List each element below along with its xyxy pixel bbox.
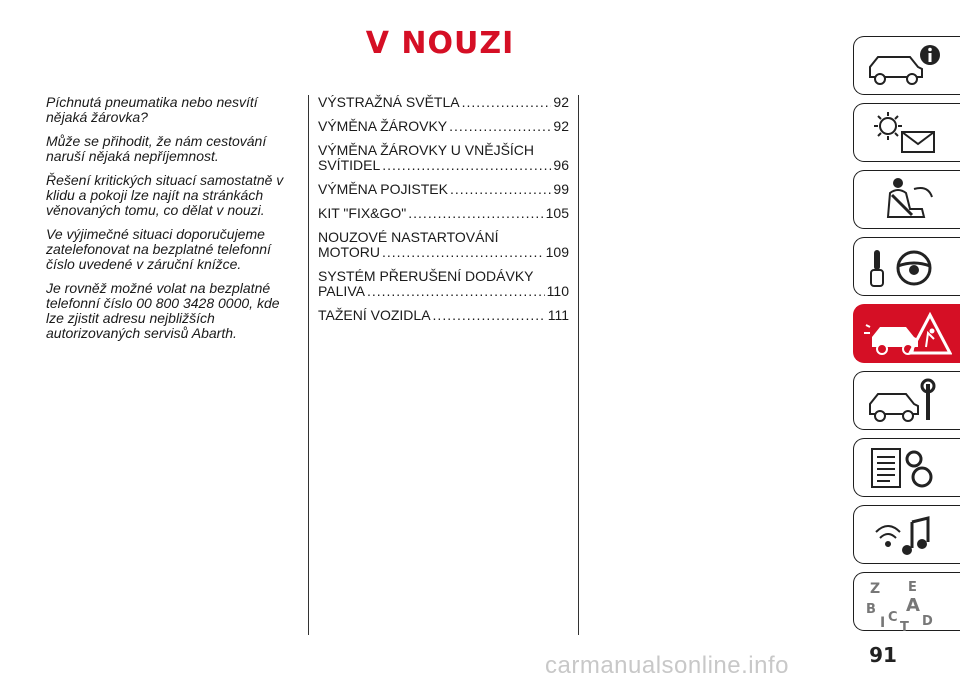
toc-entry-title: PALIVA [318,283,365,299]
toc-leader-dots [462,95,552,110]
car-breakdown-warning-icon [862,309,952,359]
tab-warning-lights[interactable] [853,103,960,162]
intro-paragraph: Řešení kritických situací samostatně v klidu a pokoji lze najít na stránkách věnovaných tomu, co dělat v nouzi. [46,172,284,218]
watermark: carmanualsonline.info [545,652,789,679]
tab-emergency[interactable] [853,304,960,363]
toc-entry-title-line1: SYSTÉM PŘERUŠENÍ DODÁVKY [318,268,534,284]
index-letter: A [906,595,920,616]
index-letter: E [908,580,917,595]
toc-entry-title: TAŽENÍ VOZIDLA [318,307,431,323]
index-letter: B [866,602,876,617]
intro-text [46,95,296,350]
toc-leader-dots [367,284,545,299]
alphabetical-index-icon [862,577,952,631]
toc-page-number: 110 [546,283,569,299]
tab-maintenance[interactable] [853,371,960,430]
toc-entry-fix-and-go-kit[interactable] [318,206,569,221]
index-letter: T [900,620,909,631]
seat-safety-icon [862,175,952,225]
index-letter: Z [870,581,881,597]
toc-entry-title: VÝMĚNA ŽÁROVKY [318,118,448,134]
page-number: 91 [869,643,897,667]
toc-leader-dots [449,119,551,134]
toc-entry-title: VÝMĚNA POJISTEK [318,181,448,197]
toc-page-number: 105 [545,205,569,221]
table-of-contents [318,95,569,332]
toc-entry-fuel-cutoff[interactable] [318,269,569,299]
toc-entry-title: VÝSTRAŽNÁ SVĚTLA [318,94,460,110]
toc-entry-title: SVÍTIDEL [318,157,381,173]
toc-leader-dots [450,182,551,197]
page-title: V NOUZI [365,26,515,61]
tab-technical-data[interactable] [853,438,960,497]
toc-page-number: 92 [553,94,569,110]
index-letter: I [880,615,886,631]
tab-starting-driving[interactable] [853,237,960,296]
intro-paragraph: Píchnutá pneumatika nebo nesvítí nějaká žárovka? [46,94,258,125]
tab-index[interactable] [853,572,960,631]
tab-car-info[interactable] [853,36,960,95]
toc-entry-emergency-start[interactable] [318,230,569,260]
multimedia-icon [862,510,952,560]
toc-entry-external-lights[interactable] [318,143,569,173]
toc-entry-title: MOTORU [318,244,380,260]
toc-entry-hazard-lights[interactable] [318,95,569,110]
toc-page-number: 99 [553,181,569,197]
specs-gears-icon [862,443,952,493]
toc-leader-dots [382,158,551,173]
intro-paragraph: Je rovněž možné volat na bezplatné telefonní číslo 00 800 3428 0000, kde lze zjistit adresu nejbližších autorizovaných servisů Abarth. [46,280,280,341]
key-steering-wheel-icon [862,242,952,292]
toc-entry-towing[interactable] [318,308,569,323]
car-wrench-icon [862,376,952,426]
tab-multimedia[interactable] [853,505,960,564]
toc-page-number: 92 [553,118,569,134]
toc-leader-dots [433,308,546,323]
column-divider-right [578,95,579,635]
car-info-icon [862,41,952,91]
index-letter: C [888,610,898,625]
warning-lights-message-icon [862,108,952,158]
toc-page-number: 96 [553,157,569,173]
toc-entry-bulb-replacement[interactable] [318,119,569,134]
intro-paragraph: Ve výjimečné situaci doporučujeme zatelefonovat na bezplatné telefonní číslo uvedené v záruční knížce. [46,226,271,272]
toc-entry-title: KIT "FIX&GO" [318,205,407,221]
toc-entry-title-line1: NOUZOVÉ NASTARTOVÁNÍ [318,229,499,245]
toc-leader-dots [408,206,543,221]
toc-entry-title-line1: VÝMĚNA ŽÁROVKY U VNĚJŠÍCH [318,142,535,158]
toc-entry-fuse-replacement[interactable] [318,182,569,197]
toc-page-number: 109 [545,244,569,260]
tab-safety[interactable] [853,170,960,229]
column-divider-left [308,95,309,635]
toc-leader-dots [382,245,544,260]
toc-page-number: 111 [547,307,569,323]
intro-paragraph: Může se přihodit, že nám cestování naruší nějaká nepříjemnost. [46,133,267,164]
index-letter: D [922,614,933,629]
